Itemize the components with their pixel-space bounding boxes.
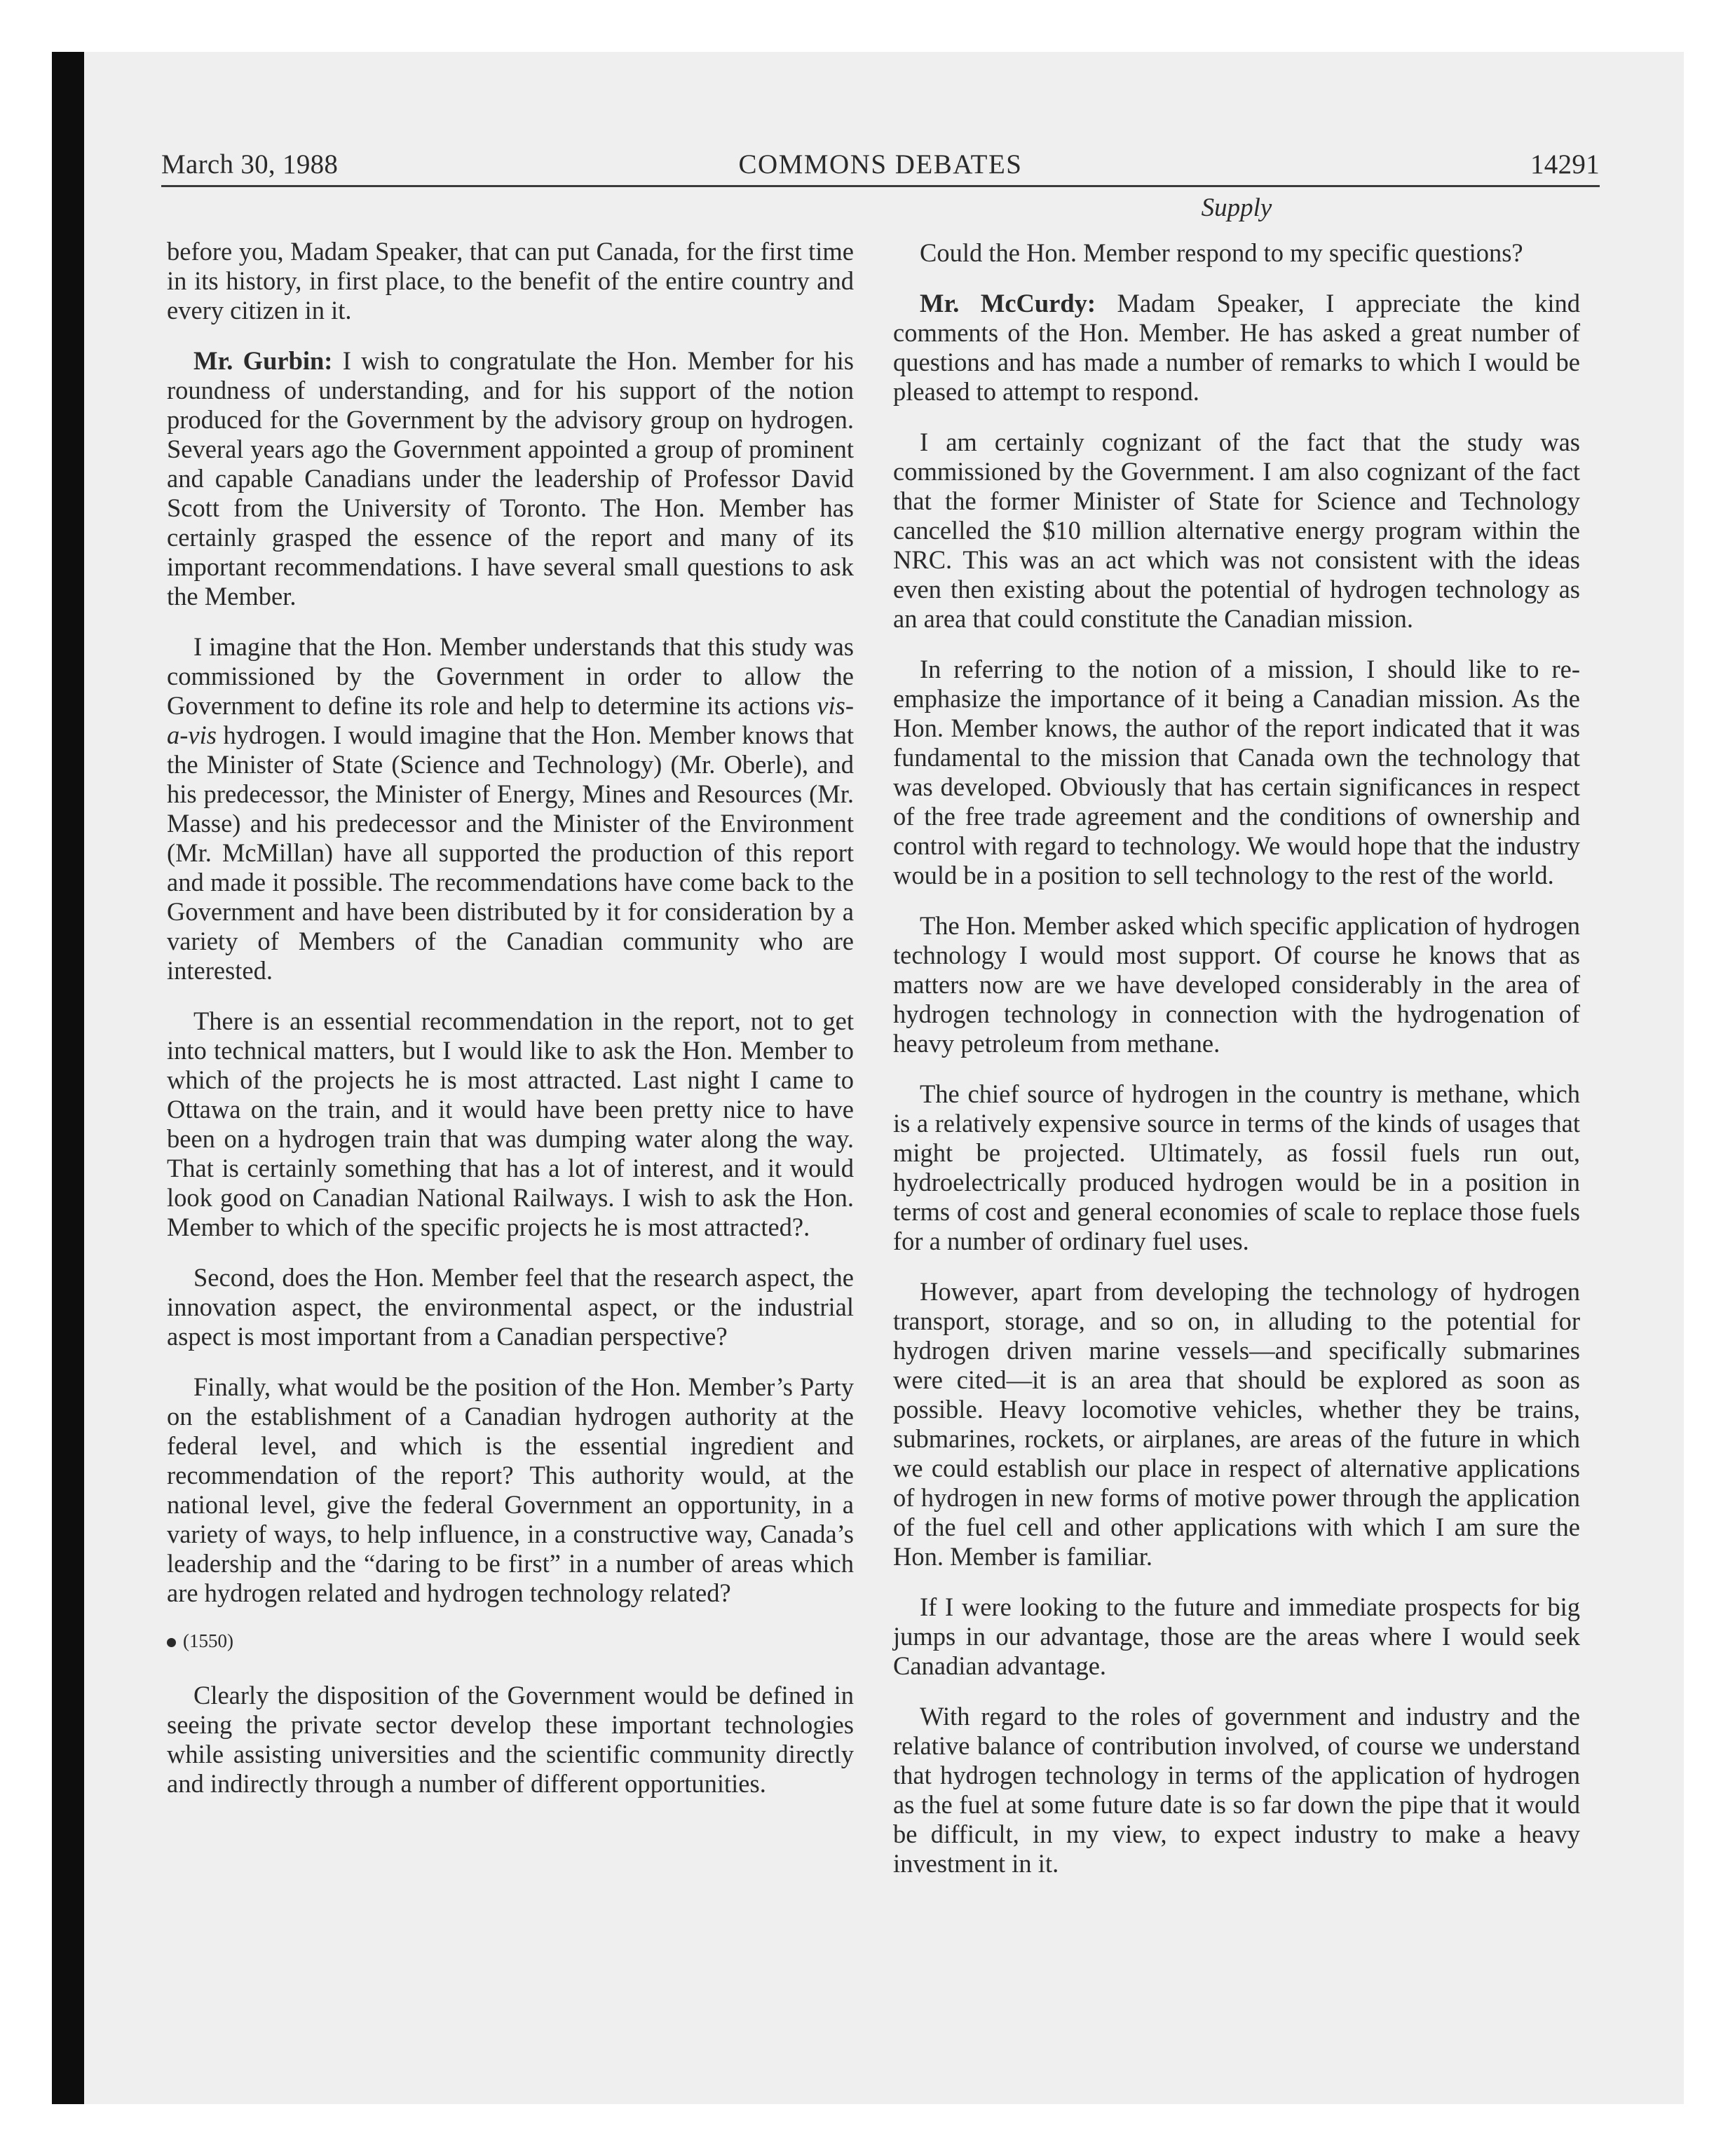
paragraph: In referring to the notion of a mission, I should like to re-emphasize the importance of it being a Canadian mission. As the Hon. Member knows, the author of the report indicated that it was fundamental to the mission that Canada own the technology that was developed. Obviously that has certain significances in respect of the free trade agreement and the conditions of ownership and control with regard to technology. We would hope that the industry would be in a position to sell technology to the rest of the world. bbox=[893, 655, 1580, 889]
header-publication: COMMONS DEBATES bbox=[738, 149, 1023, 179]
document-page bbox=[161, 146, 1600, 1878]
paragraph bbox=[893, 289, 1580, 407]
paragraph: Finally, what would be the position of the Hon. Member’s Party on the establishment of a Canadian hydrogen authority at the federal level, and which is the essential ingredient and recommendation of the report? This authority would, at the national level, give the federal Government an opportunity, in a variety of ways, to help influence, in a constructive way, Canada’s leadership and the “daring to be first” in a number of areas which are hydrogen related and hydrogen technology related? bbox=[167, 1372, 854, 1607]
speaker-name: Mr. McCurdy: bbox=[920, 289, 1096, 318]
paragraph: Second, does the Hon. Member feel that the research aspect, the innovation aspect, the environmental aspect, or the industrial aspect is most important from a Canadian perspective? bbox=[167, 1263, 854, 1351]
paragraph: The chief source of hydrogen in the country is methane, which is a relatively expensive source in terms of the kinds of usages that might be projected. Ultimately, as fossil fuels run out, hydroelectrically produced hydrogen would be in a position in terms of cost and general economies of scale to replace those fuels for a number of ordinary fuel uses. bbox=[893, 1079, 1580, 1255]
paragraph: However, apart from developing the technology of hydrogen transport, storage, and so on, in alluding to the potential for hydrogen driven marine vessels—and specifically submarines were cited—it is an area that should be explored as soon as possible. Heavy locomotive vehicles, whether they be trains, submarines, rockets, or airplanes, are areas of the future in which we could establish our place in respect of alternative applications of hydrogen in new forms of motive power through the application of the fuel cell and other applications with which I am sure the Hon. Member is familiar. bbox=[893, 1277, 1580, 1571]
paragraph bbox=[167, 632, 854, 985]
speech-text: Madam Speaker, I appreciate the kind comments of the Hon. Member. He has asked a great number of questions and has made a number of remarks to which I would be pleased to attempt to respond. bbox=[893, 289, 1580, 406]
section-heading: Supply bbox=[1201, 193, 1272, 222]
running-header bbox=[161, 146, 1600, 187]
italic-term: vis-a-vis bbox=[167, 691, 854, 749]
paragraph: Clearly the disposition of the Government would be defined in seeing the private sector develop these important technologies while assisting universities and the scientific community directly and indirectly through a number of different opportunities. bbox=[167, 1681, 854, 1798]
speech-text: I imagine that the Hon. Member understands that this study was commissioned by the Government in order to allow the Government to define its role and help to determine its actions bbox=[167, 632, 854, 720]
time-marker-text: (1550) bbox=[183, 1630, 233, 1651]
paragraph: There is an essential recommendation in the report, not to get into technical matters, but I would like to ask the Hon. Member to which of the projects he is most attracted. Last night I came to Ottawa on the train, and it would have been pretty nice to have been on a hydrogen train that was dumping water along the way. That is certainly something that has a lot of interest, and it would look good on Canadian National Railways. I wish to ask the Hon. Member to which of the specific projects he is most attracted?. bbox=[167, 1007, 854, 1241]
header-page-number: 14291 bbox=[1530, 149, 1600, 179]
paragraph: before you, Madam Speaker, that can put Canada, for the first time in its history, in first place, to the benefit of the entire country and every citizen in it. bbox=[167, 237, 854, 325]
paragraph: The Hon. Member asked which specific application of hydrogen technology I would most support. Of course he knows that as matters now are we have developed considerably in the area of hydrogen technology in connection with the hydrogenation of heavy petroleum from methane. bbox=[893, 911, 1580, 1058]
speech-text: I wish to congratulate the Hon. Member for his roundness of understanding, and for his support of the notion produced for the Government by the advisory group on hydrogen. Several years ago the Government appointed a group of prominent and capable Canadians under the leadership of Professor David Scott from the University of Toronto. The Hon. Member has certainly grasped the essence of the report and many of its important recommendations. I have several small questions to ask the Member. bbox=[167, 346, 854, 610]
paragraph bbox=[167, 346, 854, 611]
paragraph: If I were looking to the future and immediate prospects for big jumps in our advantage, those are the areas where I would seek Canadian advantage. bbox=[893, 1592, 1580, 1680]
time-marker bbox=[167, 1629, 854, 1653]
speaker-name: Mr. Gurbin: bbox=[193, 346, 333, 375]
paragraph: I am certainly cognizant of the fact that the study was commissioned by the Government. I am also cognizant of the fact that the former Minister of State for Science and Technology cancelled the $10 million alternative energy program within the NRC. This was an act which was not consistent with the ideas even then existing about the potential of hydrogen technology as an area that could constitute the Canadian mission. bbox=[893, 428, 1580, 633]
right-column bbox=[893, 192, 1580, 1899]
left-column bbox=[167, 237, 854, 1820]
paragraph: Could the Hon. Member respond to my specific questions? bbox=[920, 238, 1523, 267]
bullet-icon bbox=[167, 1638, 176, 1647]
scan-binding-edge bbox=[52, 52, 84, 2104]
paragraph: With regard to the roles of government and industry and the relative balance of contribution involved, of course we understand that hydrogen technology in terms of the application of hydrogen as the fuel at some future date is so far down the pipe that it would be difficult, in my view, to expect industry to make a heavy investment in it. bbox=[893, 1702, 1580, 1878]
header-date: March 30, 1988 bbox=[161, 149, 339, 179]
speech-text: hydrogen. I would imagine that the Hon. Member knows that the Minister of State (Science and Technology) (Mr. Oberle), and his predecessor, the Minister of Energy, Mines and Resources (Mr. Masse) and his predecessor and the Minister of the Environment (Mr. McMillan) have all supported the production of this report and made it possible. The recommendations have come back to the Government and have been distributed by it for consideration by a variety of Members of the Canadian community who are interested. bbox=[167, 721, 854, 985]
